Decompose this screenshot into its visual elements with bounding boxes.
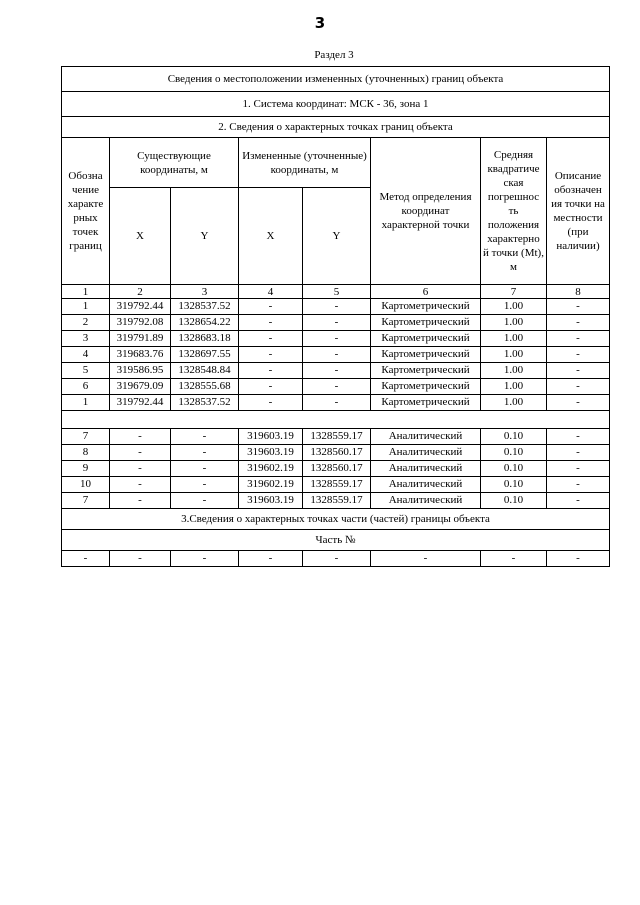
table-cell: 319602.19 <box>239 461 303 477</box>
table-cell: - <box>303 363 371 379</box>
table-cell: Аналитический <box>371 461 481 477</box>
table-cell: 7 <box>62 493 110 509</box>
table-cell: - <box>239 379 303 395</box>
column-number: 5 <box>303 285 371 299</box>
page-number: 3 <box>314 14 326 32</box>
table-cell: - <box>547 429 610 445</box>
table-cell: 319679.09 <box>110 379 171 395</box>
table-cell: - <box>547 379 610 395</box>
column-number: 4 <box>239 285 303 299</box>
table-cell: 3 <box>62 331 110 347</box>
table-cell: 319791.89 <box>110 331 171 347</box>
table-row <box>62 477 610 493</box>
table-cell: - <box>110 551 171 567</box>
table-row <box>62 429 610 445</box>
table-cell: Аналитический <box>371 429 481 445</box>
table-cell: 4 <box>62 347 110 363</box>
table-cell: Картометрический <box>371 299 481 315</box>
table-cell: 6 <box>62 379 110 395</box>
table-cell: - <box>62 551 110 567</box>
header-existing-y: Y <box>171 188 239 285</box>
table-row <box>62 315 610 331</box>
table-row <box>62 379 610 395</box>
table-cell: Картометрический <box>371 315 481 331</box>
table-cell: 1328537.52 <box>171 395 239 411</box>
table-cell: - <box>303 299 371 315</box>
table-cell: 1.00 <box>481 395 547 411</box>
table-cell: Аналитический <box>371 493 481 509</box>
header-existing-x: X <box>110 188 171 285</box>
table-cell: Аналитический <box>371 445 481 461</box>
table-cell: 1328697.55 <box>171 347 239 363</box>
table-cell: - <box>303 315 371 331</box>
table-cell: 319683.76 <box>110 347 171 363</box>
table-cell: 1.00 <box>481 347 547 363</box>
table-cell: 2 <box>62 315 110 331</box>
table-cell: 1328555.68 <box>171 379 239 395</box>
table-cell: - <box>110 477 171 493</box>
table-cell: 8 <box>62 445 110 461</box>
column-number: 7 <box>481 285 547 299</box>
table-cell: - <box>110 429 171 445</box>
table-cell: 1328548.84 <box>171 363 239 379</box>
table-cell: - <box>110 493 171 509</box>
table-cell: - <box>171 445 239 461</box>
table-cell: 1.00 <box>481 379 547 395</box>
table-cell: - <box>303 379 371 395</box>
section-label: Раздел 3 <box>314 49 354 61</box>
table-cell: Картометрический <box>371 363 481 379</box>
table-cell: - <box>110 445 171 461</box>
table-cell: 9 <box>62 461 110 477</box>
table-cell: 1 <box>62 395 110 411</box>
header-designation: Обозна чение характе рных точек границ <box>62 138 110 285</box>
table-row <box>62 363 610 379</box>
column-number: 8 <box>547 285 610 299</box>
table-cell: - <box>547 551 610 567</box>
spacer-row <box>62 411 610 429</box>
table-cell: - <box>239 347 303 363</box>
table-cell: 0.10 <box>481 477 547 493</box>
table-cell: - <box>547 315 610 331</box>
table-cell: - <box>110 461 171 477</box>
table-cell: - <box>171 461 239 477</box>
column-number: 1 <box>62 285 110 299</box>
table-cell: - <box>547 347 610 363</box>
table-cell: 319792.44 <box>110 299 171 315</box>
empty-part-row <box>62 551 610 567</box>
table-cell: - <box>171 493 239 509</box>
table-cell: 1328559.17 <box>303 477 371 493</box>
parts-heading: 3.Сведения о характерных точках части (частей) границы объекта <box>62 509 610 530</box>
table-cell: Аналитический <box>371 477 481 493</box>
table-cell: 319603.19 <box>239 429 303 445</box>
table-cell: 1 <box>62 299 110 315</box>
header-error: Средняя квадратиче ская погрешнос ть положения характерно й точки (Mt), м <box>481 138 547 285</box>
table-cell: Картометрический <box>371 347 481 363</box>
header-method: Метод определения координат характерной точки <box>371 138 481 285</box>
boundary-points-table <box>61 66 610 567</box>
table-cell: - <box>547 493 610 509</box>
table-cell: 10 <box>62 477 110 493</box>
column-number: 2 <box>110 285 171 299</box>
table-cell: 1328537.52 <box>171 299 239 315</box>
table-cell: Картометрический <box>371 331 481 347</box>
table-cell: 319603.19 <box>239 445 303 461</box>
table-cell: 319602.19 <box>239 477 303 493</box>
header-changed: Измененные (уточненные) координаты, м <box>239 138 371 188</box>
table-cell: 1328654.22 <box>171 315 239 331</box>
table-cell: - <box>547 445 610 461</box>
table-cell: - <box>303 347 371 363</box>
column-number: 3 <box>171 285 239 299</box>
table-cell: 1328559.17 <box>303 493 371 509</box>
table-cell: 0.10 <box>481 445 547 461</box>
table-row <box>62 331 610 347</box>
table-cell: 0.10 <box>481 493 547 509</box>
header-changed-y: Y <box>303 188 371 285</box>
table-cell: Картометрический <box>371 379 481 395</box>
table-cell: - <box>547 363 610 379</box>
table-cell: - <box>239 395 303 411</box>
table-row <box>62 347 610 363</box>
table-cell: 0.10 <box>481 429 547 445</box>
table-cell: - <box>371 551 481 567</box>
part-label: Часть № <box>62 530 610 551</box>
table-cell: 319586.95 <box>110 363 171 379</box>
table-cell: 319792.08 <box>110 315 171 331</box>
table-cell: Картометрический <box>371 395 481 411</box>
header-description: Описание обозначен ия точки на местности (при наличии) <box>547 138 610 285</box>
table-cell: 7 <box>62 429 110 445</box>
table-cell: - <box>547 395 610 411</box>
table-cell: - <box>303 551 371 567</box>
table-cell: 1.00 <box>481 363 547 379</box>
table-cell: 1328559.17 <box>303 429 371 445</box>
column-number: 6 <box>371 285 481 299</box>
table-cell: - <box>547 461 610 477</box>
table-cell: - <box>171 477 239 493</box>
table-cell: 0.10 <box>481 461 547 477</box>
table-cell: - <box>239 331 303 347</box>
table-row <box>62 299 610 315</box>
table-cell: - <box>303 331 371 347</box>
header-changed-x: X <box>239 188 303 285</box>
table-cell: - <box>239 299 303 315</box>
table-cell: - <box>239 315 303 331</box>
table-row <box>62 445 610 461</box>
table-row <box>62 461 610 477</box>
table-cell: 1328560.17 <box>303 461 371 477</box>
table-cell: - <box>303 395 371 411</box>
table-cell: - <box>547 477 610 493</box>
table-cell: - <box>239 551 303 567</box>
table-cell: 319603.19 <box>239 493 303 509</box>
table-title: Сведения о местоположении измененных (уточненных) границ объекта <box>62 67 610 92</box>
table-cell: 1328560.17 <box>303 445 371 461</box>
table-cell: - <box>481 551 547 567</box>
table-cell: - <box>171 429 239 445</box>
table-cell: - <box>239 363 303 379</box>
table-cell: 1.00 <box>481 315 547 331</box>
column-numbers-row <box>62 285 610 299</box>
table-cell: 5 <box>62 363 110 379</box>
table-cell: 319792.44 <box>110 395 171 411</box>
coord-system: 1. Система координат: МСК - 36, зона 1 <box>62 92 610 117</box>
header-existing: Существующие координаты, м <box>110 138 239 188</box>
table-cell: 1328683.18 <box>171 331 239 347</box>
points-heading: 2. Сведения о характерных точках границ объекта <box>62 117 610 138</box>
table-cell: - <box>547 331 610 347</box>
table-cell: - <box>171 551 239 567</box>
table-cell: 1.00 <box>481 299 547 315</box>
table-cell: 1.00 <box>481 331 547 347</box>
table-row <box>62 395 610 411</box>
table-cell: - <box>547 299 610 315</box>
table-row <box>62 493 610 509</box>
